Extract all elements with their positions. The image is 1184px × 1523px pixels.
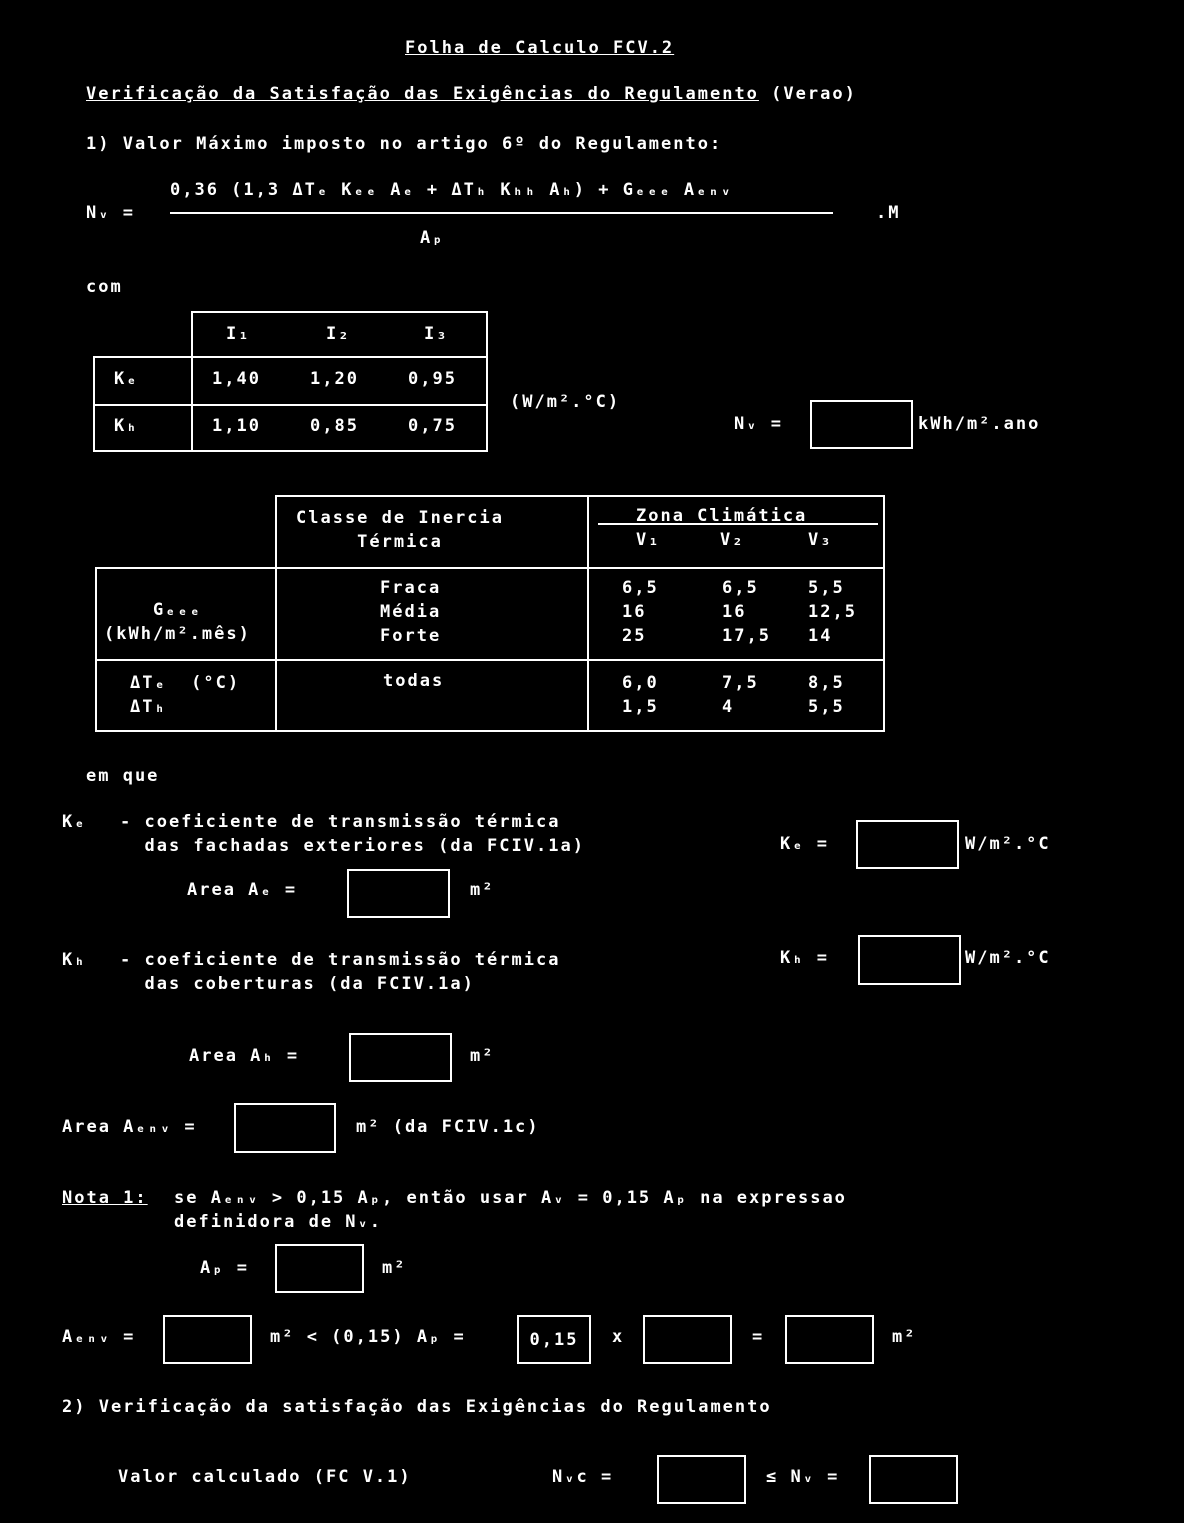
- nvc-label: Nᵥc =: [552, 1467, 614, 1487]
- g-header-class: Classe de Inercia Térmica: [296, 508, 504, 552]
- fraction-line: [170, 212, 833, 214]
- subtitle: [86, 84, 857, 104]
- k-col-header: I₁: [226, 324, 251, 344]
- ap-value: [277, 1246, 362, 1291]
- kh-result-field[interactable]: [858, 935, 961, 985]
- nvc-field[interactable]: [657, 1455, 746, 1504]
- nota-line1: se Aₑₙᵥ > 0,15 Aₚ, então usar Aᵥ = 0,15 Aₚ na expressao: [174, 1188, 847, 1208]
- formula-numerator: 0,36 (1,3 ΔTₑ Kₑₑ Aₑ + ΔTₕ Kₕₕ Aₕ) + Gₑₑₑ Aₑₙᵥ: [170, 180, 733, 200]
- kh-description: - coeficiente de transmissão térmica das coberturas (da FCIV.1a): [120, 950, 561, 994]
- k-cell: 1,20: [310, 369, 359, 389]
- page-title: Folha de Calculo FCV.2: [405, 38, 675, 58]
- ke-symbol: Kₑ: [62, 812, 87, 832]
- nv-unit: kWh/m².ano: [918, 414, 1041, 434]
- k-row-label: Kₑ: [114, 369, 139, 389]
- comparator-label: ≤ Nᵥ =: [766, 1467, 840, 1487]
- aenv-value: [236, 1105, 334, 1151]
- kh-result-label: Kₕ =: [780, 948, 829, 968]
- g-zone-col: V₂: [720, 530, 745, 550]
- calc-ap-field[interactable]: [643, 1315, 732, 1364]
- ke-description: - coeficiente de transmissão térmica das fachadas exteriores (da FCIV.1a): [120, 812, 585, 856]
- ae-area-unit: m²: [470, 880, 495, 900]
- g-values-v2: 6,5 16 17,5: [722, 578, 771, 646]
- ke-unit: W/m².°C: [965, 834, 1051, 854]
- formula-lhs: Nᵥ =: [86, 203, 135, 223]
- calc-unit-end: m²: [892, 1327, 917, 1347]
- dt-values-v3: 8,5 5,5: [808, 673, 845, 717]
- kh-symbol: Kₕ: [62, 950, 87, 970]
- aenv-unit: m² (da FCIV.1c): [356, 1117, 540, 1137]
- calc-result-value: [787, 1317, 872, 1362]
- calc-result-field[interactable]: [785, 1315, 874, 1364]
- ah-area-field[interactable]: [349, 1033, 452, 1082]
- subtitle-suffix: (Verao): [771, 84, 857, 104]
- k-cell: 0,85: [310, 416, 359, 436]
- g-header-zone: Zona Climática: [636, 506, 808, 526]
- calc-aenv-value: [165, 1317, 250, 1362]
- nv-value: [812, 402, 911, 447]
- formula-denominator: Aₚ: [420, 228, 445, 248]
- ap-field[interactable]: [275, 1244, 364, 1293]
- calc-label: Aₑₙᵥ =: [62, 1327, 136, 1347]
- kh-unit: W/m².°C: [965, 948, 1051, 968]
- k-unit: (W/m².°C): [510, 392, 621, 412]
- nvc-value: [659, 1457, 744, 1502]
- ah-area-unit: m²: [470, 1046, 495, 1066]
- em-que-label: em que: [86, 766, 160, 786]
- ae-area-value: [349, 871, 448, 916]
- ah-area-value: [351, 1035, 450, 1080]
- g-row-label: Gₑₑₑ (kWh/m².mês): [104, 600, 251, 644]
- ke-result-label: Kₑ =: [780, 834, 829, 854]
- dt-values-v1: 6,0 1,5: [622, 673, 659, 717]
- final-label: Valor calculado (FC V.1): [118, 1467, 412, 1487]
- com-label: com: [86, 277, 123, 297]
- calc-aenv-field[interactable]: [163, 1315, 252, 1364]
- kh-result-value: [860, 937, 959, 983]
- calc-times: x: [612, 1327, 625, 1347]
- section2-heading: 2) Verificação da satisfação das Exigências do Regulamento: [62, 1397, 772, 1417]
- ap-label: Aₚ =: [200, 1258, 249, 1278]
- k-row-label: Kₕ: [114, 416, 139, 436]
- k-cell: 0,75: [408, 416, 457, 436]
- k-col-header: I₃: [424, 324, 449, 344]
- nota-line2: definidora de Nᵥ.: [174, 1212, 382, 1232]
- k-col-header: I₂: [326, 324, 351, 344]
- calc-unit-lt: m² < (0,15) Aₚ =: [270, 1327, 466, 1347]
- k-cell: 1,40: [212, 369, 261, 389]
- calc-factor-value: 0,15: [529, 1329, 579, 1350]
- g-zone-col: V₃: [808, 530, 833, 550]
- calc-equals: =: [752, 1327, 765, 1347]
- subtitle-main: Verificação da Satisfação das Exigências do Regulamento: [86, 84, 759, 104]
- ap-unit: m²: [382, 1258, 407, 1278]
- ke-result-field[interactable]: [856, 820, 959, 869]
- g-values-v3: 5,5 12,5 14: [808, 578, 857, 646]
- dt-class: todas: [383, 671, 445, 691]
- aenv-field[interactable]: [234, 1103, 336, 1153]
- nv-field[interactable]: [810, 400, 913, 449]
- ae-area-field[interactable]: [347, 869, 450, 918]
- calc-ap-value: [645, 1317, 730, 1362]
- nota-label: Nota 1:: [62, 1188, 148, 1208]
- nv-label: Nᵥ =: [734, 414, 783, 434]
- ah-area-label: Area Aₕ =: [189, 1046, 300, 1066]
- ke-result-value: [858, 822, 957, 867]
- dt-row-label: ΔTₑ (°C) ΔTₕ: [130, 673, 241, 717]
- nv-final-field[interactable]: [869, 1455, 958, 1504]
- g-zone-col: V₁: [636, 530, 661, 550]
- nv-final-value: [871, 1457, 956, 1502]
- k-cell: 1,10: [212, 416, 261, 436]
- ae-area-label: Area Aₑ =: [187, 880, 298, 900]
- aenv-label: Area Aₑₙᵥ =: [62, 1117, 197, 1137]
- g-values-v1: 6,5 16 25: [622, 578, 659, 646]
- calc-factor-field: [517, 1315, 591, 1364]
- dt-values-v2: 7,5 4: [722, 673, 759, 717]
- formula-multiplier: .M: [876, 203, 901, 223]
- section1-heading: 1) Valor Máximo imposto no artigo 6º do Regulamento:: [86, 134, 723, 154]
- k-cell: 0,95: [408, 369, 457, 389]
- g-inertia-classes: Fraca Média Forte: [380, 578, 442, 646]
